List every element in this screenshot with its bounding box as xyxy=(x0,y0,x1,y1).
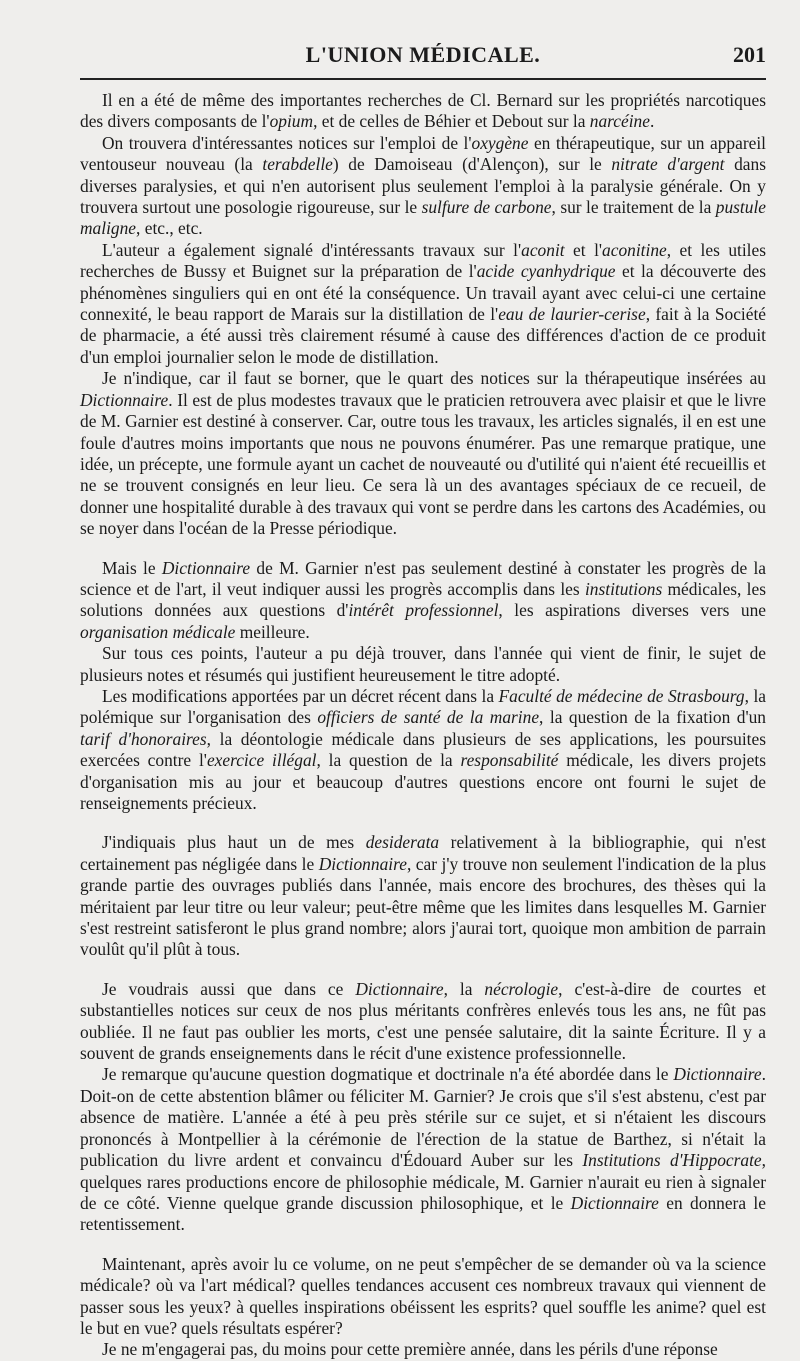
text-run: de M. Garnier n'est pas seulement destiné à constater les progrès de la science et de l'art, il veut indiquer aussi les progrès accomplis dans les xyxy=(80,557,766,599)
text-run: , la question de la xyxy=(316,750,461,771)
text-run: , la déontologie médicale dans plusieurs de ses applications, les poursuites exercées contre l' xyxy=(80,728,766,771)
text-run: , et de celles de Béhier et Debout sur la xyxy=(313,111,590,132)
text-run: , etc., etc. xyxy=(136,218,203,239)
text-run: , la xyxy=(443,978,485,999)
text-run: Je voudrais aussi que dans ce xyxy=(102,978,356,999)
text-run: Maintenant, après avoir lu ce volume, on ne peut s'empêcher de se demander où va la science médicale? où va l'art médical? quelles tendances accusent ces nombreux travaux qui viennent de passer sous les yeux? à quelles inspirations obéissent les esprits? quel souffle les anime? quel est le but en vue? quels résultats espérer? xyxy=(80,1253,766,1338)
text-run: J'indiquais plus haut un de mes xyxy=(102,832,366,853)
paragraph-p1 xyxy=(80,90,766,133)
text-run: L'auteur a également signalé d'intéressants travaux sur l' xyxy=(102,239,522,260)
italic-run: Dictionnaire xyxy=(161,557,251,578)
paragraph-p4 xyxy=(80,368,766,539)
text-run: relativement à la bibliographie, qui n'est certainement pas négligée dans le xyxy=(80,832,766,874)
header-rule xyxy=(80,78,766,80)
text-run: , c'est-à-dire de courtes et substantielles notices sur ceux de nos plus méritants confrères enlevés tous les ans, ne fût pas oubliée. Il ne faut pas oublier les morts, c'est une pensée salutaire, dit la sainte Écriture. Il y a souvent de grands enseignements dans le récit d'une existence professionnelle. xyxy=(80,978,767,1064)
text-run: , quelques rares productions encore de philosophie médicale, M. Garnier n'aurait eu rien à signaler de ce côté. Vienne quelque grande discussion philosophique, et le xyxy=(80,1150,766,1213)
text-run: Je remarque qu'aucune question dogmatique et doctrinale n'a été abordée dans le xyxy=(102,1064,674,1085)
italic-run: terabdelle xyxy=(262,154,333,175)
paragraph-p3 xyxy=(80,240,766,368)
text-run: , les aspirations diverses vers une xyxy=(498,600,767,621)
paragraph-p6 xyxy=(80,643,766,686)
italic-run: tarif d'honoraires xyxy=(80,728,207,749)
paragraph-p2 xyxy=(80,133,766,240)
text-run: Il en a été de même des importantes recherches de Cl. Bernard sur les propriétés narcotiques des divers composants de l' xyxy=(80,90,766,132)
italic-run: Faculté de médecine de Strasbourg xyxy=(498,685,745,706)
paragraph-p8 xyxy=(80,832,766,960)
italic-run: aconit xyxy=(521,239,565,260)
article-body xyxy=(80,90,766,1361)
text-run: . Il est de plus modestes travaux que le praticien retrouvera avec plaisir et que le livre de M. Garnier est destiné à conserver. Car, outre tous les travaux, les articles signalés, il en est une foule d'autres moins importants que nous ne pouvons énumérer. Pas une remarque pratique, une idée, un précepte, une formule ayant un cachet de nouveauté ou d'utilité qui n'aient été recueillis et ne se trouvent consignés en leur lieu. Ce sera là un des avantages spéciaux de ce recueil, de donner une hospitalité durable à des travaux qui vont se perdre dans les cartons des Académies, ou se noyer dans l'océan de la Presse périodique. xyxy=(80,389,766,539)
page-number: 201 xyxy=(733,42,766,67)
text-run: Sur tous ces points, l'auteur a pu déjà trouver, dans l'année qui vient de finir, le sujet de plusieurs notes et résumés qui justifient heureusement le titre adopté. xyxy=(80,643,766,685)
italic-run: acide cyanhydrique xyxy=(476,261,616,282)
text-run: meilleure. xyxy=(235,621,310,642)
paragraph-p11 xyxy=(80,1254,766,1340)
italic-run: pustule maligne xyxy=(80,197,767,239)
text-run: dans diverses paralysies, et qui n'en autorisent plus seulement l'emploi à la paralysie générale. On y trouvera surtout une posologie rigoureuse, sur le xyxy=(80,154,766,218)
text-run: , et les utiles recherches de Bussy et Buignet sur la préparation de l' xyxy=(80,239,766,282)
text-run: médicale, les divers projets d'organisation mis au jour et beaucoup d'autres questions encore ont fourni le sujet de renseignements précieux. xyxy=(80,750,766,813)
italic-run: desiderata xyxy=(365,832,440,853)
italic-run: Institutions d'Hippocrate xyxy=(582,1150,762,1171)
text-run: Les modifications apportées par un décret récent dans la xyxy=(102,685,499,706)
journal-title: L'UNION MÉDICALE. xyxy=(305,42,541,67)
running-header xyxy=(80,42,766,78)
text-run: et l' xyxy=(564,239,603,260)
text-run: et la découverte des phénomènes singuliers qui en ont été la conséquence. Un travail ayant avec celui-ci une certaine connexité, le beau rapport de Marais sur la distillation de l' xyxy=(80,261,767,325)
italic-run: exercice illégal xyxy=(206,750,317,771)
text-run: , la polémique sur l'organisation des xyxy=(80,685,767,728)
italic-run: responsabilité xyxy=(460,750,559,771)
italic-run: institutions xyxy=(584,578,663,599)
text-run: médicales, les solutions données aux questions d' xyxy=(80,578,767,621)
paragraph-p7 xyxy=(80,686,766,814)
text-run: Mais le xyxy=(102,557,162,578)
italic-run: eau de laurier-cerise xyxy=(498,304,646,325)
italic-run: nitrate d'argent xyxy=(611,154,725,175)
italic-run: oxygène xyxy=(471,132,529,153)
paragraph-p10 xyxy=(80,1064,766,1235)
text-run: , car j'y trouve non seulement l'indication de la plus grande partie des ouvrages publiés dans l'année, mais encore des brochures, des thèses qui la méritaient par leur titre ou leur valeur; peut-être même que les limites dans lesquelles M. Garnier s'est restreint satisferont le plus grand nombre; alors j'aurai tort, quoique mon ambition de parrain voulût qu'il plût à tous. xyxy=(80,853,766,960)
text-run: On trouvera d'intéressantes notices sur l'emploi de l' xyxy=(102,132,472,153)
text-run: , la question de la fixation d'un xyxy=(539,707,766,728)
italic-run: officiers de santé de la marine xyxy=(317,707,540,728)
text-run: Je ne m'engagerai pas, du moins pour cette première année, dans les périls d'une réponse xyxy=(102,1339,718,1360)
italic-run: aconitine xyxy=(602,239,667,260)
italic-run: Dictionnaire xyxy=(673,1064,762,1085)
italic-run: sulfure de carbone xyxy=(421,197,552,218)
italic-run: nécrologie xyxy=(484,978,559,999)
italic-run: organisation médicale xyxy=(80,621,236,642)
italic-run: narcéine xyxy=(589,111,650,132)
text-run: en donnera le retentissement. xyxy=(80,1192,766,1235)
italic-run: opium xyxy=(269,111,314,132)
italic-run: intérêt professionnel xyxy=(348,600,499,621)
text-run: , sur le traitement de la xyxy=(551,197,716,218)
text-run: ) de Damoiseau (d'Alençon), sur le xyxy=(332,154,612,175)
italic-run: Dictionnaire xyxy=(570,1192,659,1213)
text-run: Je n'indique, car il faut se borner, que le quart des notices sur la thérapeutique insérées au xyxy=(102,368,766,389)
italic-run: Dictionnaire xyxy=(80,389,169,410)
text-run: . xyxy=(649,111,655,132)
text-run: en thérapeutique, sur un appareil ventouseur nouveau (la xyxy=(80,132,766,175)
paragraph-p9 xyxy=(80,979,766,1065)
text-run: , fait à la Société de pharmacie, a été aussi très clairement résumé à cause des différences d'action de ce produit d'un emploi journalier selon le mode de distillation. xyxy=(80,304,767,367)
italic-run: Dictionnaire xyxy=(318,853,407,874)
italic-run: Dictionnaire xyxy=(355,978,444,999)
text-run: . Doit-on de cette abstention blâmer ou féliciter M. Garnier? Je crois que s'il s'est abstenu, c'est par absence de matière. L'année a été à peu près stérile sur ce sujet, et si n'étaient les discours prononcés à Montpellier à la cérémonie de l'érection de la statue de Barthez, si n'était la publication du livre ardent et convaincu d'Édouard Auber sur les xyxy=(80,1064,766,1171)
paragraph-p12 xyxy=(80,1339,766,1360)
paragraph-p5 xyxy=(80,558,766,644)
